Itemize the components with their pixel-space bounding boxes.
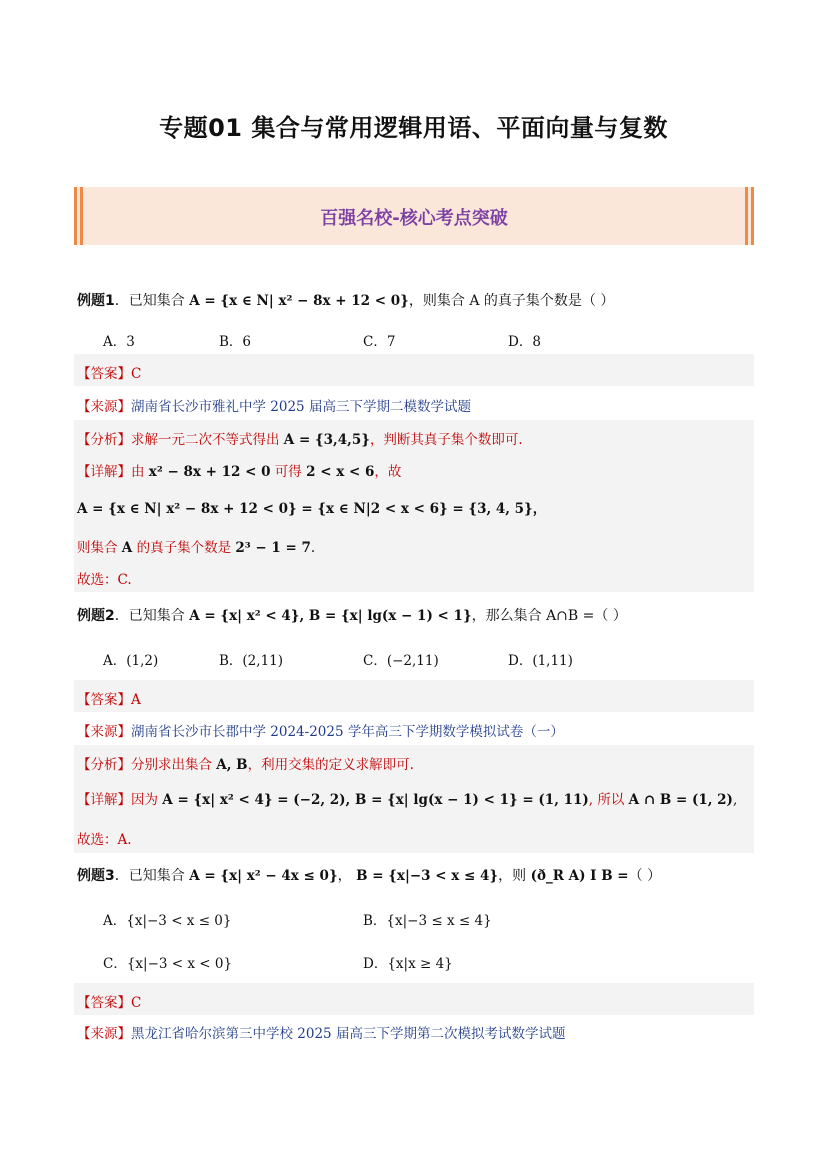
q1-answer: 【答案】C — [77, 366, 142, 382]
q1-detail-result: 则集合 A 的真子集个数是 2³ − 1 = 7. — [77, 540, 316, 556]
q1-option-d: D．8 — [508, 334, 541, 350]
q1-option-b: B．6 — [219, 334, 252, 350]
question-1: 例题1．已知集合 A = {x ∈ N| x² − 8x + 12 < 0}，则集合 A 的真子集个数是（ ） — [77, 293, 615, 309]
question-2-label: 例题2 — [77, 608, 115, 624]
q2-answer: 【答案】A — [77, 692, 141, 708]
q3-option-c: C．{x|−3 < x < 0} — [103, 956, 233, 972]
q1-option-c: C．7 — [363, 334, 396, 350]
question-1-label: 例题1 — [77, 293, 115, 309]
q3-answer: 【答案】C — [77, 995, 142, 1011]
q1-analysis: 【分析】求解一元二次不等式得出 A = {3,4,5}，判断其真子集个数即可. — [77, 432, 523, 448]
q2-option-b: B．(2,11) — [219, 653, 284, 669]
q1-source: 【来源】湖南省长沙市雅礼中学 2025 届高三下学期二模数学试题 — [77, 399, 471, 415]
q2-detail: 【详解】因为 A = {x| x² < 4} = (−2, 2), B = {x| lg(x − 1) < 1} = (1, 11), 所以 A ∩ B = (1, 2), — [77, 792, 738, 808]
q2-conclusion: 故选：A. — [77, 832, 132, 848]
q3-source: 【来源】黑龙江省哈尔滨第三中学校 2025 届高三下学期第二次模拟考试数学试题 — [77, 1026, 566, 1042]
question-1-set: A = {x ∈ N| x² − 8x + 12 < 0} — [189, 293, 409, 309]
q1-conclusion: 故选：C. — [77, 572, 132, 588]
q1-answer-box — [74, 354, 754, 386]
q2-answer-box — [74, 680, 754, 712]
q2-source: 【来源】湖南省长沙市长郡中学 2024-2025 学年高三下学期数学模拟试卷（一） — [77, 724, 564, 740]
q3-option-b: B．{x|−3 ≤ x ≤ 4} — [363, 913, 492, 929]
q2-option-c: C．(−2,11) — [363, 653, 439, 669]
q2-analysis: 【分析】分别求出集合 A, B，利用交集的定义求解即可. — [77, 757, 414, 773]
banner-title: 百强名校-核心考点突破 — [320, 208, 508, 229]
question-2: 例题2．已知集合 A = {x| x² < 4}, B = {x| lg(x − 1) < 1}，那么集合 A∩B =（ ） — [77, 608, 627, 624]
q2-option-a: A．(1,2) — [103, 653, 159, 669]
question-3-label: 例题3 — [77, 868, 115, 884]
q3-answer-box — [74, 983, 754, 1015]
question-2-sets: A = {x| x² < 4}, B = {x| lg(x − 1) < 1} — [189, 608, 472, 624]
q3-option-a: A．{x|−3 < x ≤ 0} — [103, 913, 232, 929]
q1-detail-equation: A = {x ∈ N| x² − 8x + 12 < 0} = {x ∈ N|2 < x < 6} = {3, 4, 5}， — [77, 501, 547, 517]
section-banner — [74, 187, 754, 245]
page-title: 专题01 集合与常用逻辑用语、平面向量与复数 — [159, 114, 668, 142]
q1-detail: 【详解】由 x² − 8x + 12 < 0 可得 2 < x < 6，故 — [77, 464, 402, 480]
q1-option-a: A．3 — [103, 334, 135, 350]
q2-option-d: D．(1,11) — [508, 653, 573, 669]
question-3: 例题3．已知集合 A = {x| x² − 4x ≤ 0}， B = {x|−3 < x ≤ 4}，则 (ð_R A) I B =（ ） — [77, 868, 662, 884]
q3-option-d: D．{x|x ≥ 4} — [363, 956, 453, 972]
